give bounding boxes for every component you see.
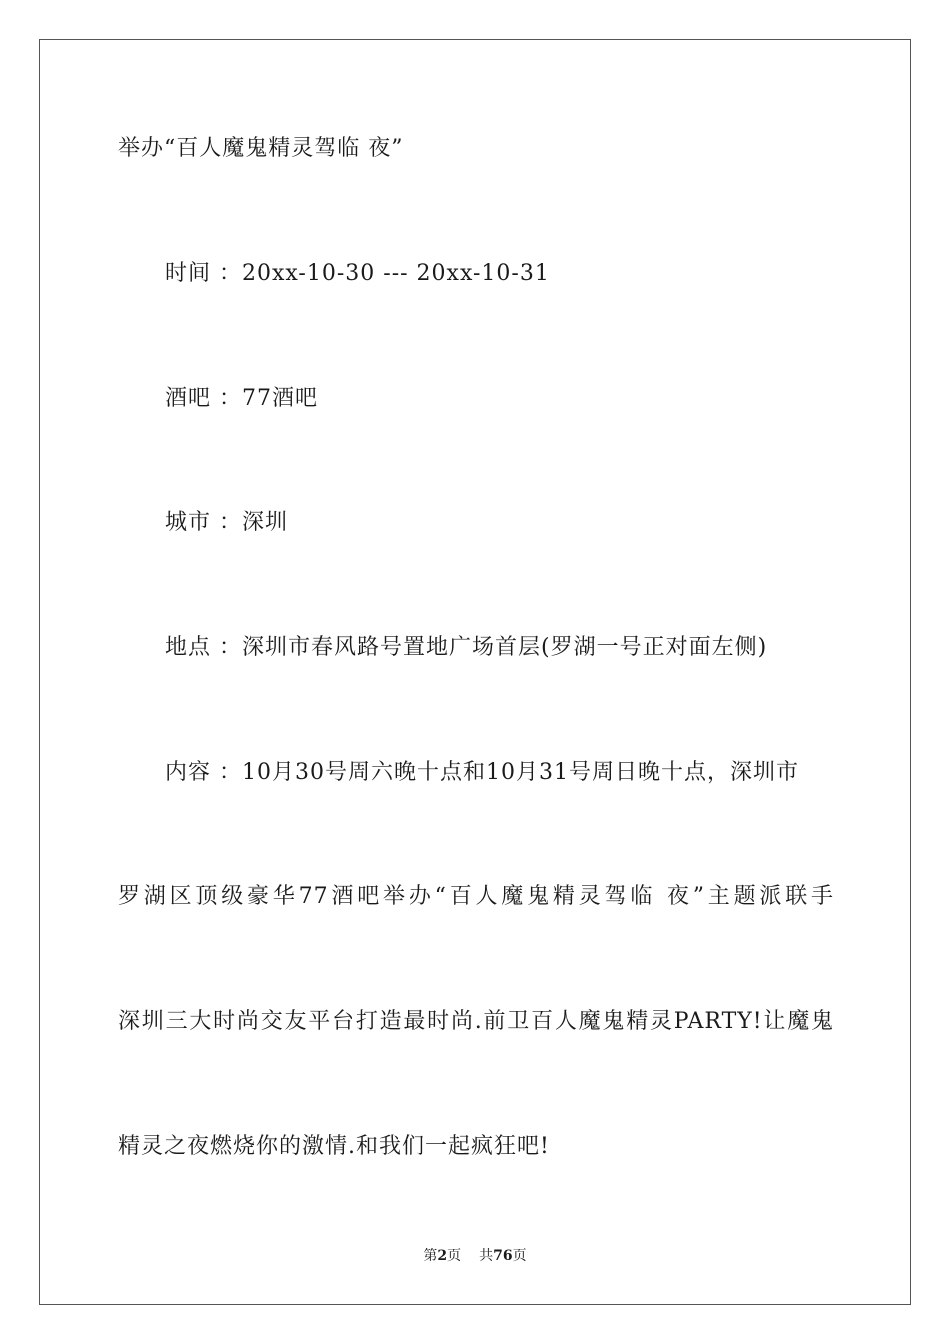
footer-page-number: 2 <box>437 1248 448 1264</box>
footer-total-suffix: 页 <box>512 1248 527 1264</box>
text-line-content: 内容 ：10月30号周六晚十点和10月31号周日晚十点，深圳市 <box>165 760 799 785</box>
text-line-continuation-3: 精灵之夜燃烧你的激情.和我们一起疯狂吧! <box>118 1134 550 1159</box>
footer-prefix: 第 <box>423 1248 438 1264</box>
footer-total-pages: 76 <box>493 1248 513 1264</box>
text-line-city: 城市 ：深圳 <box>165 510 288 535</box>
footer-total-prefix: 共 <box>479 1248 494 1264</box>
page-frame <box>39 39 911 1305</box>
text-line-time: 时间 ：20xx-10-30 --- 20xx-10-31 <box>165 261 550 286</box>
text-line-1: 举办“百人魔鬼精灵驾临 夜” <box>118 136 404 161</box>
footer-page-suffix: 页 <box>447 1248 462 1264</box>
text-line-bar: 酒吧 ：77酒吧 <box>165 386 318 411</box>
text-line-continuation-1: 罗湖区顶级豪华77酒吧举办“百人魔鬼精灵驾临 夜”主题派联手 <box>118 884 834 909</box>
text-line-location: 地点 ：深圳市春风路号置地广场首层(罗湖一号正对面左侧) <box>165 635 768 660</box>
text-line-continuation-2: 深圳三大时尚交友平台打造最时尚.前卫百人魔鬼精灵PARTY!让魔鬼 <box>118 1009 834 1034</box>
page-footer <box>0 1246 950 1266</box>
